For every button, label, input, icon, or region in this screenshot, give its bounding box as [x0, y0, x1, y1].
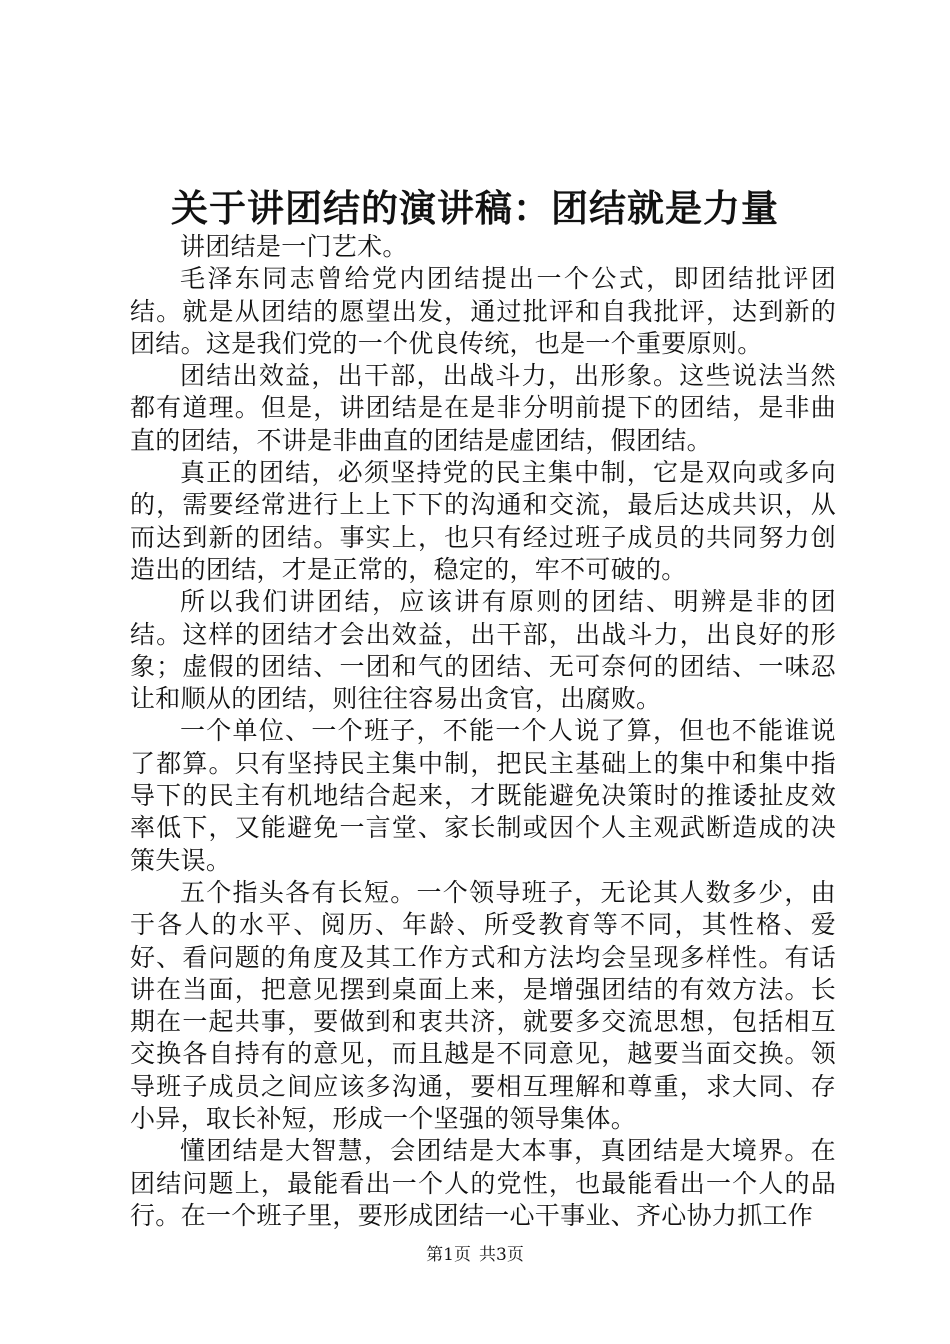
paragraph: 团结出效益，出干部，出战斗力，出形象。这些说法当然都有道理。但是，讲团结是在是非分明前提下的团结，是非曲直的团结，不讲是非曲直的团结是虚团结，假团结。 [130, 361, 836, 455]
document-title: 关于讲团结的演讲稿：团结就是力量 [171, 186, 779, 230]
paragraph: 五个指头各有长短。一个领导班子，无论其人数多少，由于各人的水平、阅历、年龄、所受教育等不同，其性格、爱好、看问题的角度及其工作方式和方法均会呈现多样性。有话讲在当面，把意见摆到桌面上来，是增强团结的有效方法。长期在一起共事，要做到和衷共济，就要多交流思想，包括相互交换各自持有的意见，而且越是不同意见，越要当面交换。领导班子成员之间应该多沟通，要相互理解和尊重，求大同、存小异，取长补短，形成一个坚强的领导集体。 [130, 877, 836, 1134]
paragraph: 真正的团结，必须坚持党的民主集中制，它是双向或多向的，需要经常进行上上下下的沟通和交流，最后达成共识，从而达到新的团结。事实上，也只有经过班子成员的共同努力创造出的团结，才是正常的，稳定的，牢不可破的。 [130, 458, 836, 584]
page-footer [0, 1243, 950, 1267]
paragraph: 所以我们讲团结，应该讲有原则的团结、明辨是非的团结。这样的团结才会出效益，出干部，出战斗力，出良好的形象；虚假的团结、一团和气的团结、无可奈何的团结、一味忍让和顺从的团结，则往往容易出贪官，出腐败。 [130, 587, 836, 714]
paragraph: 毛泽东同志曾给党内团结提出一个公式，即团结批评团结。就是从团结的愿望出发，通过批评和自我批评，达到新的团结。这是我们党的一个优良传统，也是一个重要原则。 [130, 264, 836, 358]
paragraph: 懂团结是大智慧，会团结是大本事，真团结是大境界。在团结问题上，最能看出一个人的党性，也最能看出一个人的品行。在一个班子里，要形成团结一心干事业、齐心协力抓工作 [130, 1136, 836, 1230]
page-total: 共3页 [479, 1245, 524, 1265]
paragraph: 一个单位、一个班子，不能一个人说了算，但也不能谁说了都算。只有坚持民主集中制，把民主基础上的集中和集中指导下的民主有机地结合起来，才既能避免决策时的推诿扯皮效率低下，又能避免一言堂、家长制或因个人主观武断造成的决策失误。 [130, 716, 836, 875]
document-body [130, 231, 836, 1232]
paragraph: 讲团结是一门艺术。 [180, 232, 408, 261]
page-number: 第1页 [426, 1245, 471, 1265]
